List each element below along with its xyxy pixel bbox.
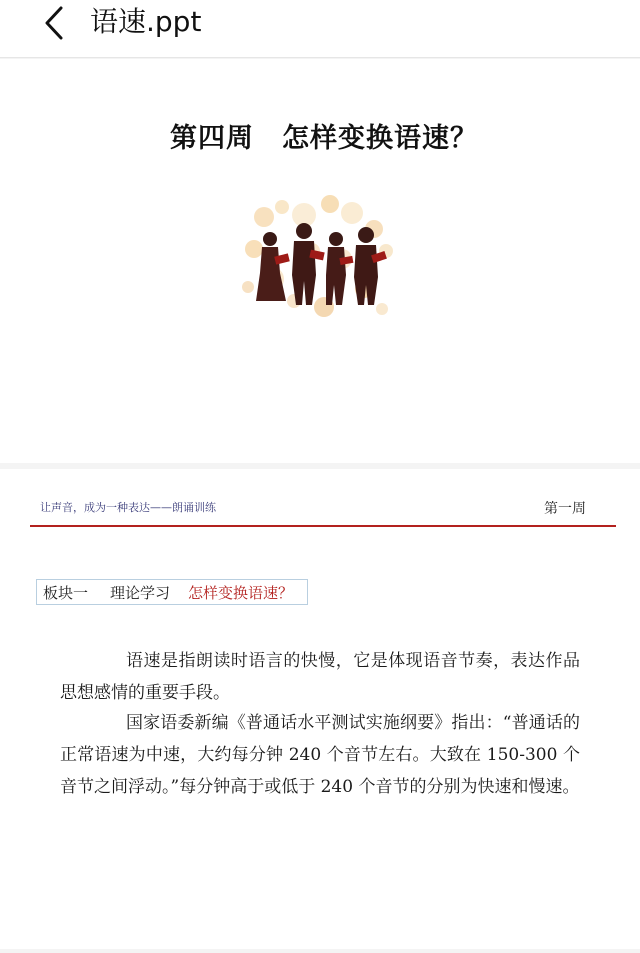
- slide-2[interactable]: [0, 469, 640, 949]
- back-button[interactable]: [34, 3, 74, 43]
- slide-1[interactable]: [0, 59, 640, 463]
- paragraph-2: [60, 707, 580, 803]
- paragraph-1-text: 语速是指朗读时语言的快慢，它是体现语音节奏，表达作品思想感情的重要手段。: [60, 651, 580, 703]
- slide-header-week: 第一周: [544, 501, 586, 517]
- slide-header-subtitle: 让声音，成为一种表达——朗诵训练: [40, 501, 216, 514]
- section-part: 板块一: [43, 583, 89, 602]
- section-topic: 怎样变换语速？: [188, 583, 294, 602]
- section-label-box: [36, 579, 308, 605]
- header-divider: [30, 525, 616, 527]
- paragraph-2-text: 国家语委新编《普通话水平测试实施纲要》指出：“普通话的正常语速为中速，大约每分钟 240 个音节左右。大致在 150-300 个音节之间浮动。”每分钟高于或低于 240 个音节的分别为快速和慢速。: [60, 713, 580, 797]
- slide-1-title: 第四周 怎样变换语速？: [170, 123, 478, 154]
- document-title: 语速.ppt: [90, 5, 202, 38]
- section-category: 理论学习: [110, 583, 171, 602]
- chevron-left-icon: [43, 5, 65, 41]
- top-bar: [0, 0, 640, 58]
- silhouette-readers-illustration: [242, 189, 398, 347]
- paragraph-1: [60, 645, 580, 709]
